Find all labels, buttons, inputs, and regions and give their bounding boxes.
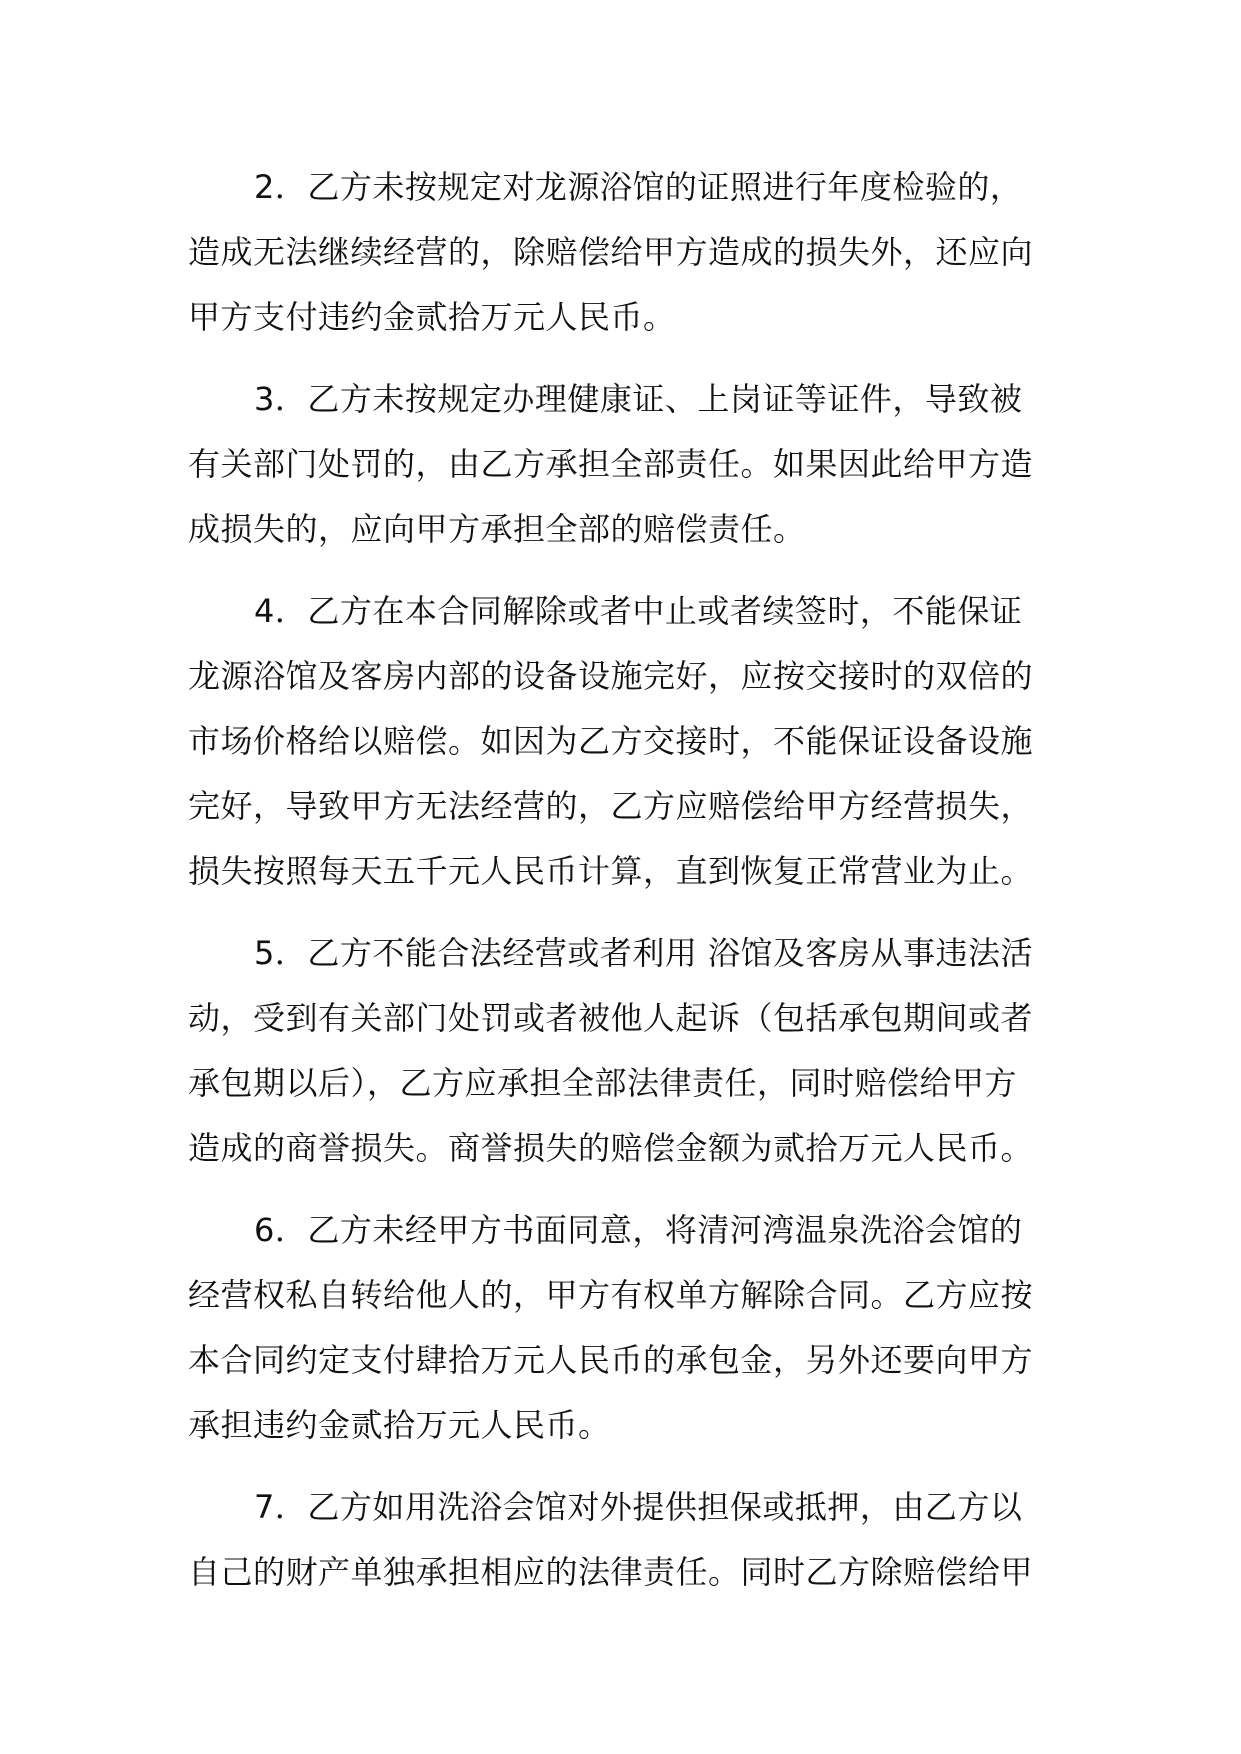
- clause-6-paragraph: [188, 1198, 1058, 1458]
- text-line: 2．乙方未按规定对龙源浴馆的证照进行年度检验的，: [254, 168, 1023, 206]
- clause-7-paragraph: [188, 1475, 1058, 1605]
- text-line: 龙源浴馆及客房内部的设备设施完好，应按交接时的双倍的: [188, 657, 1034, 695]
- text-line: 本合同约定支付肆拾万元人民币的承包金，另外还要向甲方: [188, 1341, 1034, 1379]
- text-line: 3．乙方未按规定办理健康证、上岗证等证件，导致被: [254, 380, 1023, 418]
- text-line: 成损失的，应向甲方承担全部的赔偿责任。: [188, 510, 806, 548]
- text-line: 造成无法继续经营的，除赔偿给甲方造成的损失外，还应向: [188, 233, 1034, 271]
- text-line: 5．乙方不能合法经营或者利用 浴馆及客房从事违法活: [254, 934, 1034, 972]
- text-line: 4．乙方在本合同解除或者中止或者续签时，不能保证: [254, 592, 1023, 630]
- clause-4-paragraph: [188, 579, 1058, 904]
- clause-5-paragraph: [188, 921, 1058, 1181]
- text-line: 经营权私自转给他人的，甲方有权单方解除合同。乙方应按: [188, 1276, 1034, 1314]
- text-line: 损失按照每天五千元人民币计算，直到恢复正常营业为止。: [188, 852, 1034, 890]
- text-line: 承担违约金贰拾万元人民币。: [188, 1406, 611, 1444]
- text-line: 7．乙方如用洗浴会馆对外提供担保或抵押，由乙方以: [254, 1488, 1023, 1526]
- clause-2-paragraph: [188, 155, 1058, 350]
- text-line: 动，受到有关部门处罚或者被他人起诉（包括承包期间或者: [188, 999, 1034, 1037]
- document-body: [188, 155, 1058, 1622]
- clause-3-paragraph: [188, 367, 1058, 562]
- text-line: 造成的商誉损失。商誉损失的赔偿金额为贰拾万元人民币。: [188, 1129, 1034, 1167]
- text-line: 承包期以后），乙方应承担全部法律责任，同时赔偿给甲方: [188, 1064, 1018, 1102]
- text-line: 甲方支付违约金贰拾万元人民币。: [188, 298, 676, 336]
- text-line: 完好，导致甲方无法经营的，乙方应赔偿给甲方经营损失，: [188, 787, 1034, 825]
- text-line: 有关部门处罚的，由乙方承担全部责任。如果因此给甲方造: [188, 445, 1034, 483]
- text-line: 市场价格给以赔偿。如因为乙方交接时，不能保证设备设施: [188, 722, 1034, 760]
- text-line: 自己的财产单独承担相应的法律责任。同时乙方除赔偿给甲: [188, 1553, 1034, 1591]
- text-line: 6．乙方未经甲方书面同意，将清河湾温泉洗浴会馆的: [254, 1211, 1023, 1249]
